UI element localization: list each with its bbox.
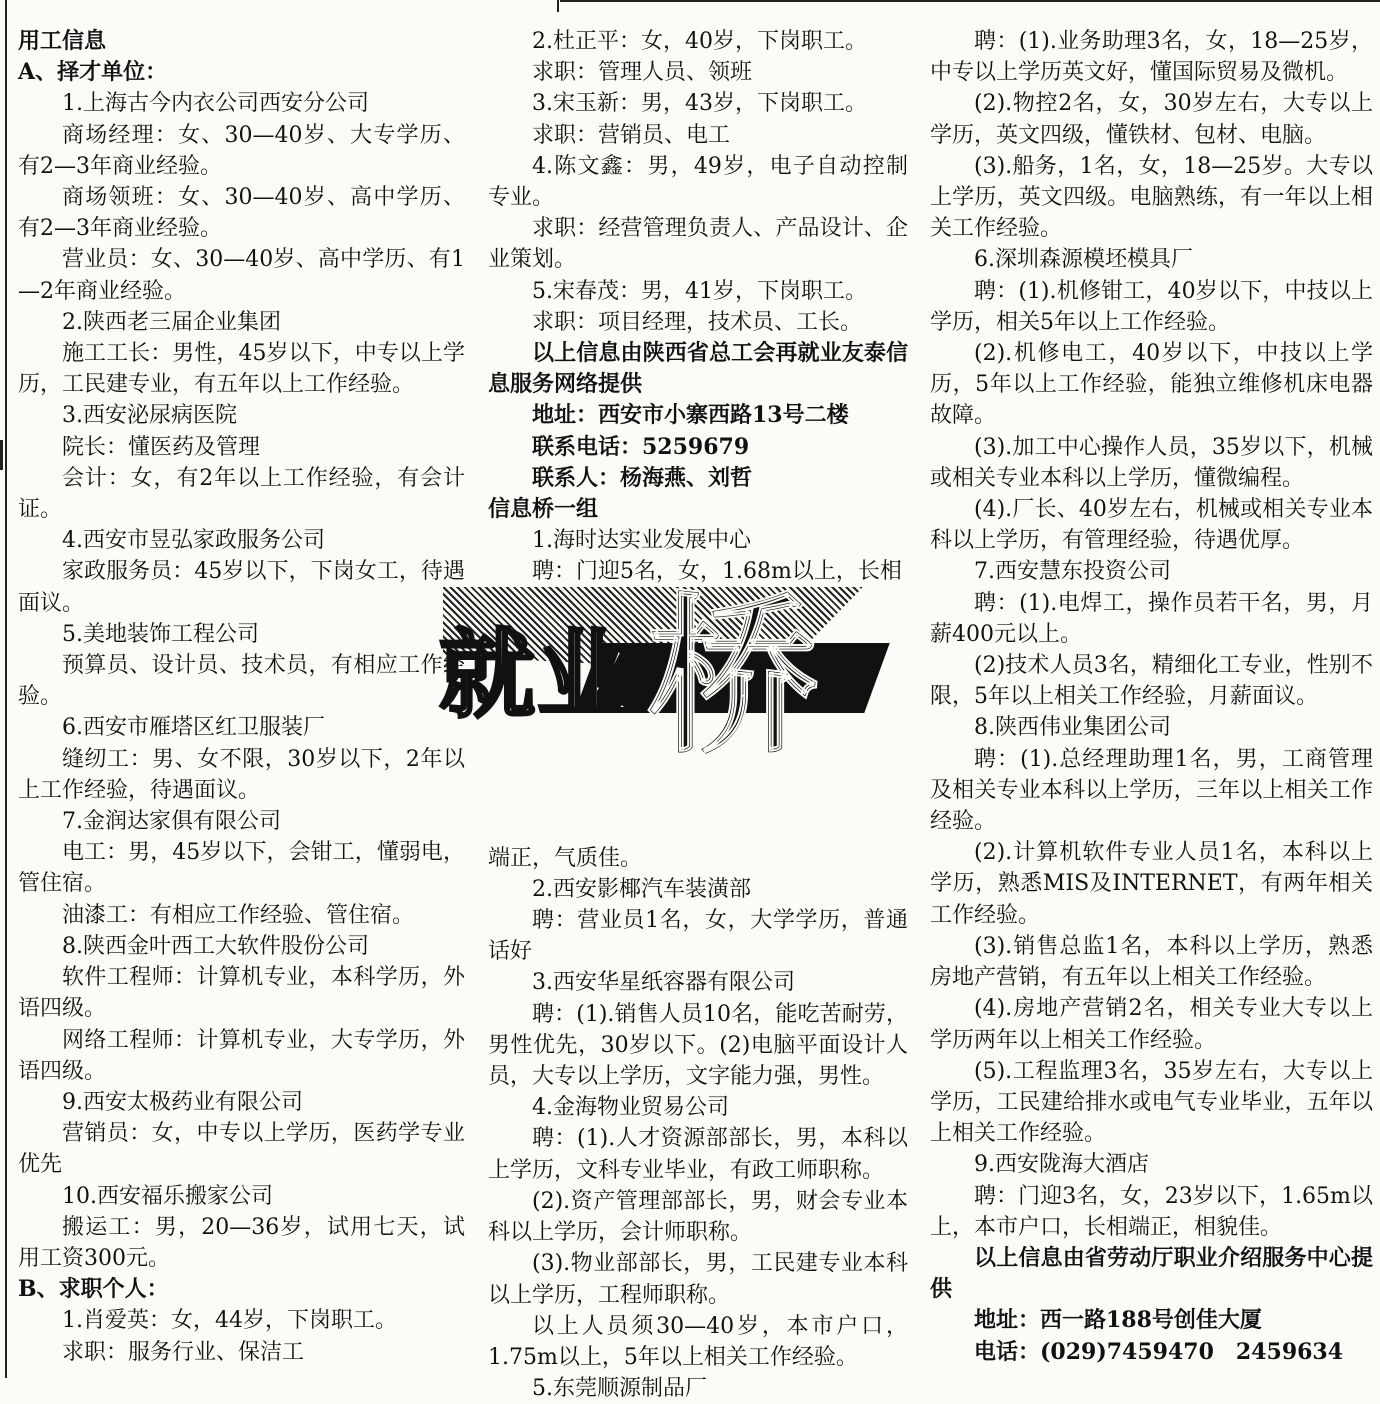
list-item: 7.金润达家俱有限公司 bbox=[62, 809, 281, 835]
list-item: 5.东莞顺源制品厂 bbox=[532, 1376, 707, 1402]
column-rule bbox=[557, 0, 559, 12]
list-item: 6.深圳森源模坯模具厂 bbox=[974, 247, 1193, 273]
list-item: (5).工程监理3名，35岁左右，大专以上学历，工民建给排水或电气专业毕业，五年以上相关工作经验。 bbox=[930, 1058, 1373, 1147]
group-title: 信息桥一组 bbox=[488, 496, 599, 523]
address: 地址：西安市小寨西路13号二楼 bbox=[532, 402, 849, 429]
list-item: 以上人员须30—40岁，本市户口，1.75m以上，5年以上相关工作经验。 bbox=[488, 1313, 908, 1370]
employer-list bbox=[18, 88, 465, 1274]
list-item: (2).机修电工，40岁以下，中技以上学历，5年以上工作经验，能独立维修机床电器故障。 bbox=[930, 341, 1373, 429]
margin-mark bbox=[0, 440, 3, 470]
column-3 bbox=[930, 26, 1373, 1368]
list-item: 1.上海古今内衣公司西安分公司 bbox=[62, 91, 369, 117]
banner-word-qiao: 桥 bbox=[647, 577, 819, 778]
list-item: 聘：营业员1名，女，大学学历，普通话好 bbox=[488, 908, 908, 965]
contact: 联系人：杨海燕、刘哲 bbox=[532, 464, 753, 491]
section-b-heading: B、求职个人： bbox=[18, 1276, 169, 1303]
list-item: 4.陈文鑫：男，49岁，电子自动控制专业。 bbox=[488, 153, 908, 211]
source-note: 以上信息由陕西省总工会再就业友泰信息服务网络提供 bbox=[488, 340, 908, 398]
list-item: 求职：经营管理负责人、产品设计、企业策划。 bbox=[488, 216, 908, 273]
list-item: 软件工程师：计算机专业，本科学历，外语四级。 bbox=[18, 965, 465, 1022]
phone: 电话：(029)7459470 2459634 bbox=[974, 1338, 1344, 1365]
list-item: 院长：懂医药及管理 bbox=[62, 434, 261, 460]
list-item: (2).资产管理部部长，男，财会专业本科以上学历，会计师职称。 bbox=[488, 1188, 908, 1246]
list-item: (3).船务，1名，女，18—25岁。大专以上学历，英文四级。电脑熟练，有一年以上相关工作经验。 bbox=[930, 153, 1373, 242]
section-a-heading: A、择才单位： bbox=[18, 59, 168, 86]
list-item: 聘：门迎5名，女，1.68m以上，长相 bbox=[532, 559, 902, 585]
list-item: 搬运工：男，20—36岁，试用七天，试用工资300元。 bbox=[18, 1214, 465, 1271]
list-item: 求职：服务行业、保洁工 bbox=[62, 1339, 305, 1365]
list-item: (3).物业部部长，男，工民建专业本科以上学历，工程师职称。 bbox=[488, 1251, 908, 1308]
list-item: 求职：营销员、电工 bbox=[532, 122, 731, 148]
list-item: 会计：女，有2年以上工作经验，有会计证。 bbox=[18, 465, 465, 523]
list-item: 4.金海物业贸易公司 bbox=[532, 1095, 729, 1121]
list-item: (4).房地产营销2名，相关专业大专以上学历两年以上相关工作经验。 bbox=[930, 996, 1373, 1053]
list-item: 8.陕西金叶西工大软件股份公司 bbox=[62, 933, 369, 959]
section-title: 用工信息 bbox=[18, 28, 107, 54]
list-item: 9.西安太极药业有限公司 bbox=[62, 1089, 303, 1115]
list-item: 聘：(1).人才资源部部长，男，本科以上学历，文科专业毕业，有政工师职称。 bbox=[488, 1126, 908, 1183]
list-item: 2.西安影椰汽车装潢部 bbox=[532, 876, 751, 902]
list-item: 电工：男，45岁以下，会钳工，懂弱电，管住宿。 bbox=[18, 840, 465, 897]
list-item: 求职：管理人员、领班 bbox=[532, 60, 753, 86]
list-item: 6.西安市雁塔区红卫服装厂 bbox=[62, 715, 325, 741]
left-rule bbox=[5, 0, 7, 1378]
list-item: 聘：门迎3名，女，23岁以下，1.65m以上，本市户口，长相端正，相貌佳。 bbox=[930, 1183, 1373, 1240]
list-item: 聘：(1).销售人员10名，能吃苦耐劳，男性优先，30岁以下。(2)电脑平面设计人员，大专以上学历，文字能力强，男性。 bbox=[488, 1001, 908, 1090]
list-item: 1.海时达实业发展中心 bbox=[532, 528, 751, 554]
list-item: 2.杜正平：女，40岁，下岗职工。 bbox=[532, 29, 867, 54]
column-1 bbox=[18, 26, 465, 1368]
list-item: 聘：(1).电焊工，操作员若干名，男，月薪400元以上。 bbox=[930, 590, 1373, 647]
list-item: 10.西安福乐搬家公司 bbox=[62, 1183, 273, 1209]
list-item: 网络工程师：计算机专业，大专学历，外语四级。 bbox=[18, 1027, 465, 1084]
list-item: 营销员：女，中专以上学历，医药学专业优先 bbox=[18, 1121, 465, 1178]
list-item: 家政服务员：45岁以下，下岗女工，待遇面议。 bbox=[18, 559, 465, 616]
list-item: 1.肖爱英：女，44岁，下岗职工。 bbox=[62, 1308, 397, 1334]
list-item: 聘：(1).总经理助理1名，男，工商管理及相关专业本科以上学历，三年以上相关工作经验。 bbox=[930, 746, 1373, 835]
address: 地址：西一路188号创佳大厦 bbox=[974, 1307, 1262, 1334]
list-item: 缝纫工：男、女不限，30岁以下，2年以上工作经验，待遇面议。 bbox=[18, 746, 465, 803]
list-item: 聘：(1).机修钳工，40岁以下，中技以上学历，相关5年以上工作经验。 bbox=[930, 278, 1373, 335]
source-note: 以上信息由省劳动厅职业介绍服务中心提供 bbox=[930, 1244, 1373, 1303]
list-item: 8.陕西伟业集团公司 bbox=[974, 715, 1171, 741]
list-item: 5.美地装饰工程公司 bbox=[62, 621, 259, 647]
list-item: 聘：(1).业务助理3名，女，18—25岁，中专以上学历英文好，懂国际贸易及微机。 bbox=[930, 29, 1373, 86]
list-item: 营业员：女、30—40岁、高中学历、有1—2年商业经验。 bbox=[18, 247, 465, 304]
list-item: 端正，气质佳。 bbox=[488, 845, 643, 871]
list-item: (4).厂长、40岁左右，机械或相关专业本科以上学历，有管理经验，待遇优厚。 bbox=[930, 497, 1373, 554]
list-item: 3.宋玉新：男，43岁，下岗职工。 bbox=[532, 91, 867, 117]
list-item: (2)技术人员3名，精细化工专业，性别不限，5年以上相关工作经验，月薪面议。 bbox=[930, 653, 1373, 710]
column-banner-logo bbox=[437, 577, 877, 778]
list-item: (2).物控2名，女，30岁左右，大专以上学历，英文四级，懂铁材、包材、电脑。 bbox=[930, 91, 1373, 148]
phone: 联系电话：5259679 bbox=[532, 433, 750, 460]
list-item: 9.西安陇海大酒店 bbox=[974, 1152, 1149, 1178]
top-rule bbox=[560, 0, 1380, 2]
list-item: 预算员、设计员、技术员，有相应工作经验。 bbox=[18, 653, 465, 710]
list-item: (3).加工中心操作人员，35岁以下，机械或相关专业本科以上学历，懂微编程。 bbox=[930, 434, 1373, 491]
list-item: 施工工长：男性，45岁以下，中专以上学历，工民建专业，有五年以上工作经验。 bbox=[18, 341, 465, 398]
list-item: 3.西安泌尿病医院 bbox=[62, 403, 237, 429]
list-item: 2.陕西老三届企业集团 bbox=[62, 309, 281, 335]
banner-word-jiuye: 就业 bbox=[439, 619, 635, 731]
list-item: 商场领班：女、30—40岁、高中学历、有2—3年商业经验。 bbox=[18, 185, 465, 242]
list-item: 商场经理：女、30—40岁、大专学历、有2—3年商业经验。 bbox=[18, 122, 465, 179]
list-item: 求职：项目经理，技术员、工长。 bbox=[532, 309, 863, 335]
list-item: (3).销售总监1名，本科以上学历，熟悉房地产营销，有五年以上相关工作经验。 bbox=[930, 933, 1373, 991]
list-item: 4.西安市昱弘家政服务公司 bbox=[62, 528, 325, 554]
list-item: 3.西安华星纸容器有限公司 bbox=[532, 970, 795, 996]
list-item: 7.西安慧东投资公司 bbox=[974, 559, 1171, 585]
list-item: 5.宋春茂：男，41岁，下岗职工。 bbox=[532, 278, 867, 304]
list-item: (2).计算机软件专业人员1名，本科以上学历，熟悉MIS及INTERNET，有两年相关工作经验。 bbox=[930, 840, 1373, 928]
list-item: 油漆工：有相应工作经验、管住宿。 bbox=[62, 902, 415, 928]
